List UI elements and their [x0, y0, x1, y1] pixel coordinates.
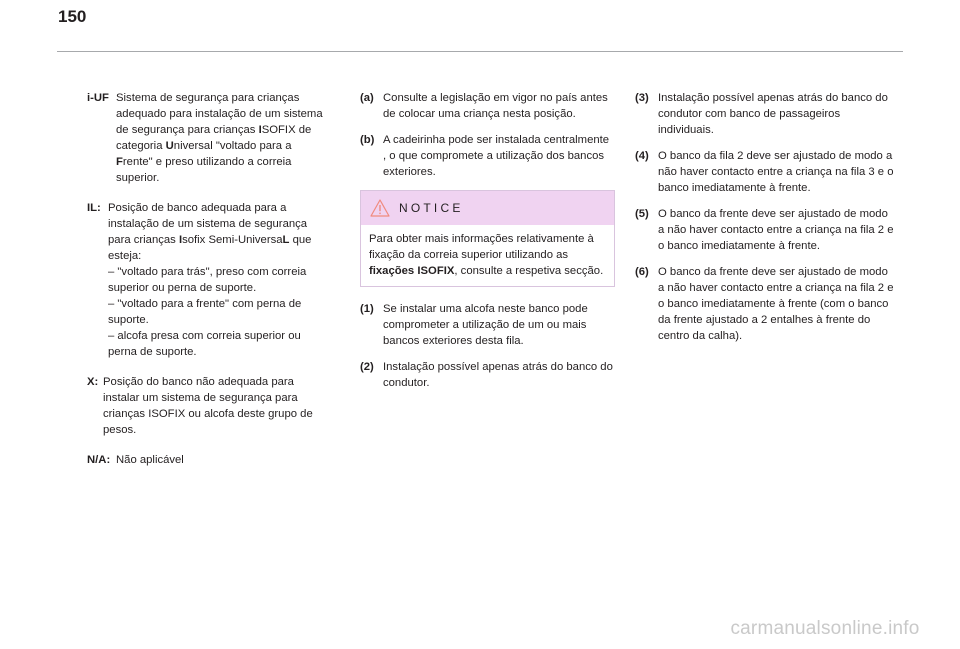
page-number: 150 — [58, 7, 87, 26]
definition-text: Não aplicável — [116, 454, 184, 466]
notice-box — [360, 190, 615, 287]
footnote-text: Instalação possível apenas atrás do banco do condutor. — [383, 361, 613, 389]
footnote-marker: (1) — [360, 303, 374, 315]
definition-na — [87, 452, 327, 468]
footnote-text: Consulte a legislação em vigor no país antes de colocar uma criança nesta posição. — [383, 92, 608, 120]
footnote-marker: (3) — [635, 92, 649, 104]
definition-text: Sistema de segurança para crianças adequado para instalação de um sistema de segurança para crianças ISOFIX de categoria Universal "voltado para a Frente" e preso utilizando a correia superior. — [116, 92, 323, 184]
definition-text: Posição do banco não adequada para instalar um sistema de segurança para crianças ISOFIX ou alcofa deste grupo de pesos. — [103, 376, 313, 436]
footnote-1 — [360, 301, 615, 349]
footnote-marker: (2) — [360, 361, 374, 373]
footnote-text: A cadeirinha pode ser instalada centralmente , o que compromete a utilização dos bancos exteriores. — [383, 134, 610, 178]
footnote-a — [360, 90, 615, 122]
column-definitions — [87, 90, 327, 482]
definition-key: X: — [87, 376, 99, 388]
definition-option: – "voltado para a frente" com perna de suporte. — [108, 298, 302, 326]
footnote-b — [360, 132, 615, 180]
definition-key: i-UF — [87, 92, 109, 104]
definition-x — [87, 374, 327, 438]
definition-key: IL: — [87, 202, 101, 214]
footnote-marker: (a) — [360, 92, 374, 104]
watermark: carmanualsonline.info — [730, 618, 920, 639]
footnote-3 — [635, 90, 895, 138]
notice-title: NOTICE — [399, 201, 464, 215]
footnote-2 — [360, 359, 615, 391]
notice-body: Para obter mais informações relativamente à fixação da correia superior utilizando as fixações ISOFIX, consulte a respetiva secção. — [369, 233, 604, 277]
footnote-5 — [635, 206, 895, 254]
column-notes-middle — [360, 90, 615, 401]
footnote-marker: (b) — [360, 134, 375, 146]
footnote-text: Se instalar uma alcofa neste banco pode comprometer a utilização de um ou mais bancos exteriores desta fila. — [383, 303, 588, 347]
footnote-text: Instalação possível apenas atrás do banco do condutor com banco de passageiros individuais. — [658, 92, 888, 136]
footnote-text: O banco da frente deve ser ajustado de modo a não haver contacto entre a criança na fila 2 e o banco imediatamente à frente (com o banco da frente ajustado a 2 entalhes à frente do centro da calha). — [658, 266, 894, 342]
footnote-text: O banco da fila 2 deve ser ajustado de modo a não haver contacto entre a criança na fila 3 e o banco imediatamente à frente. — [658, 150, 894, 194]
footnote-marker: (4) — [635, 150, 649, 162]
definition-option: – alcofa presa com correia superior ou perna de suporte. — [108, 330, 301, 358]
definition-il — [87, 200, 327, 360]
definition-i-uf — [87, 90, 327, 186]
notice-header — [361, 191, 614, 225]
header-rule — [57, 51, 903, 52]
warning-icon — [370, 199, 390, 217]
footnote-4 — [635, 148, 895, 196]
footnote-6 — [635, 264, 895, 344]
footnote-marker: (5) — [635, 208, 649, 220]
column-notes-right — [635, 90, 895, 354]
definition-option: – "voltado para trás", preso com correia superior ou perna de suporte. — [108, 266, 307, 294]
definition-key: N/A: — [87, 454, 111, 466]
footnote-text: O banco da frente deve ser ajustado de modo a não haver contacto entre a criança na fila 2 e o banco imediatamente à frente. — [658, 208, 894, 252]
definition-text: Posição de banco adequada para a instalação de um sistema de segurança para crianças Isofix Semi-UniversaL que esteja: – "voltado para trás", preso com correia superior ou perna de suporte. – "voltado para a frente" com perna de suporte. – alcofa presa com correia superior ou perna de suporte. — [108, 202, 312, 358]
footnote-marker: (6) — [635, 266, 649, 278]
